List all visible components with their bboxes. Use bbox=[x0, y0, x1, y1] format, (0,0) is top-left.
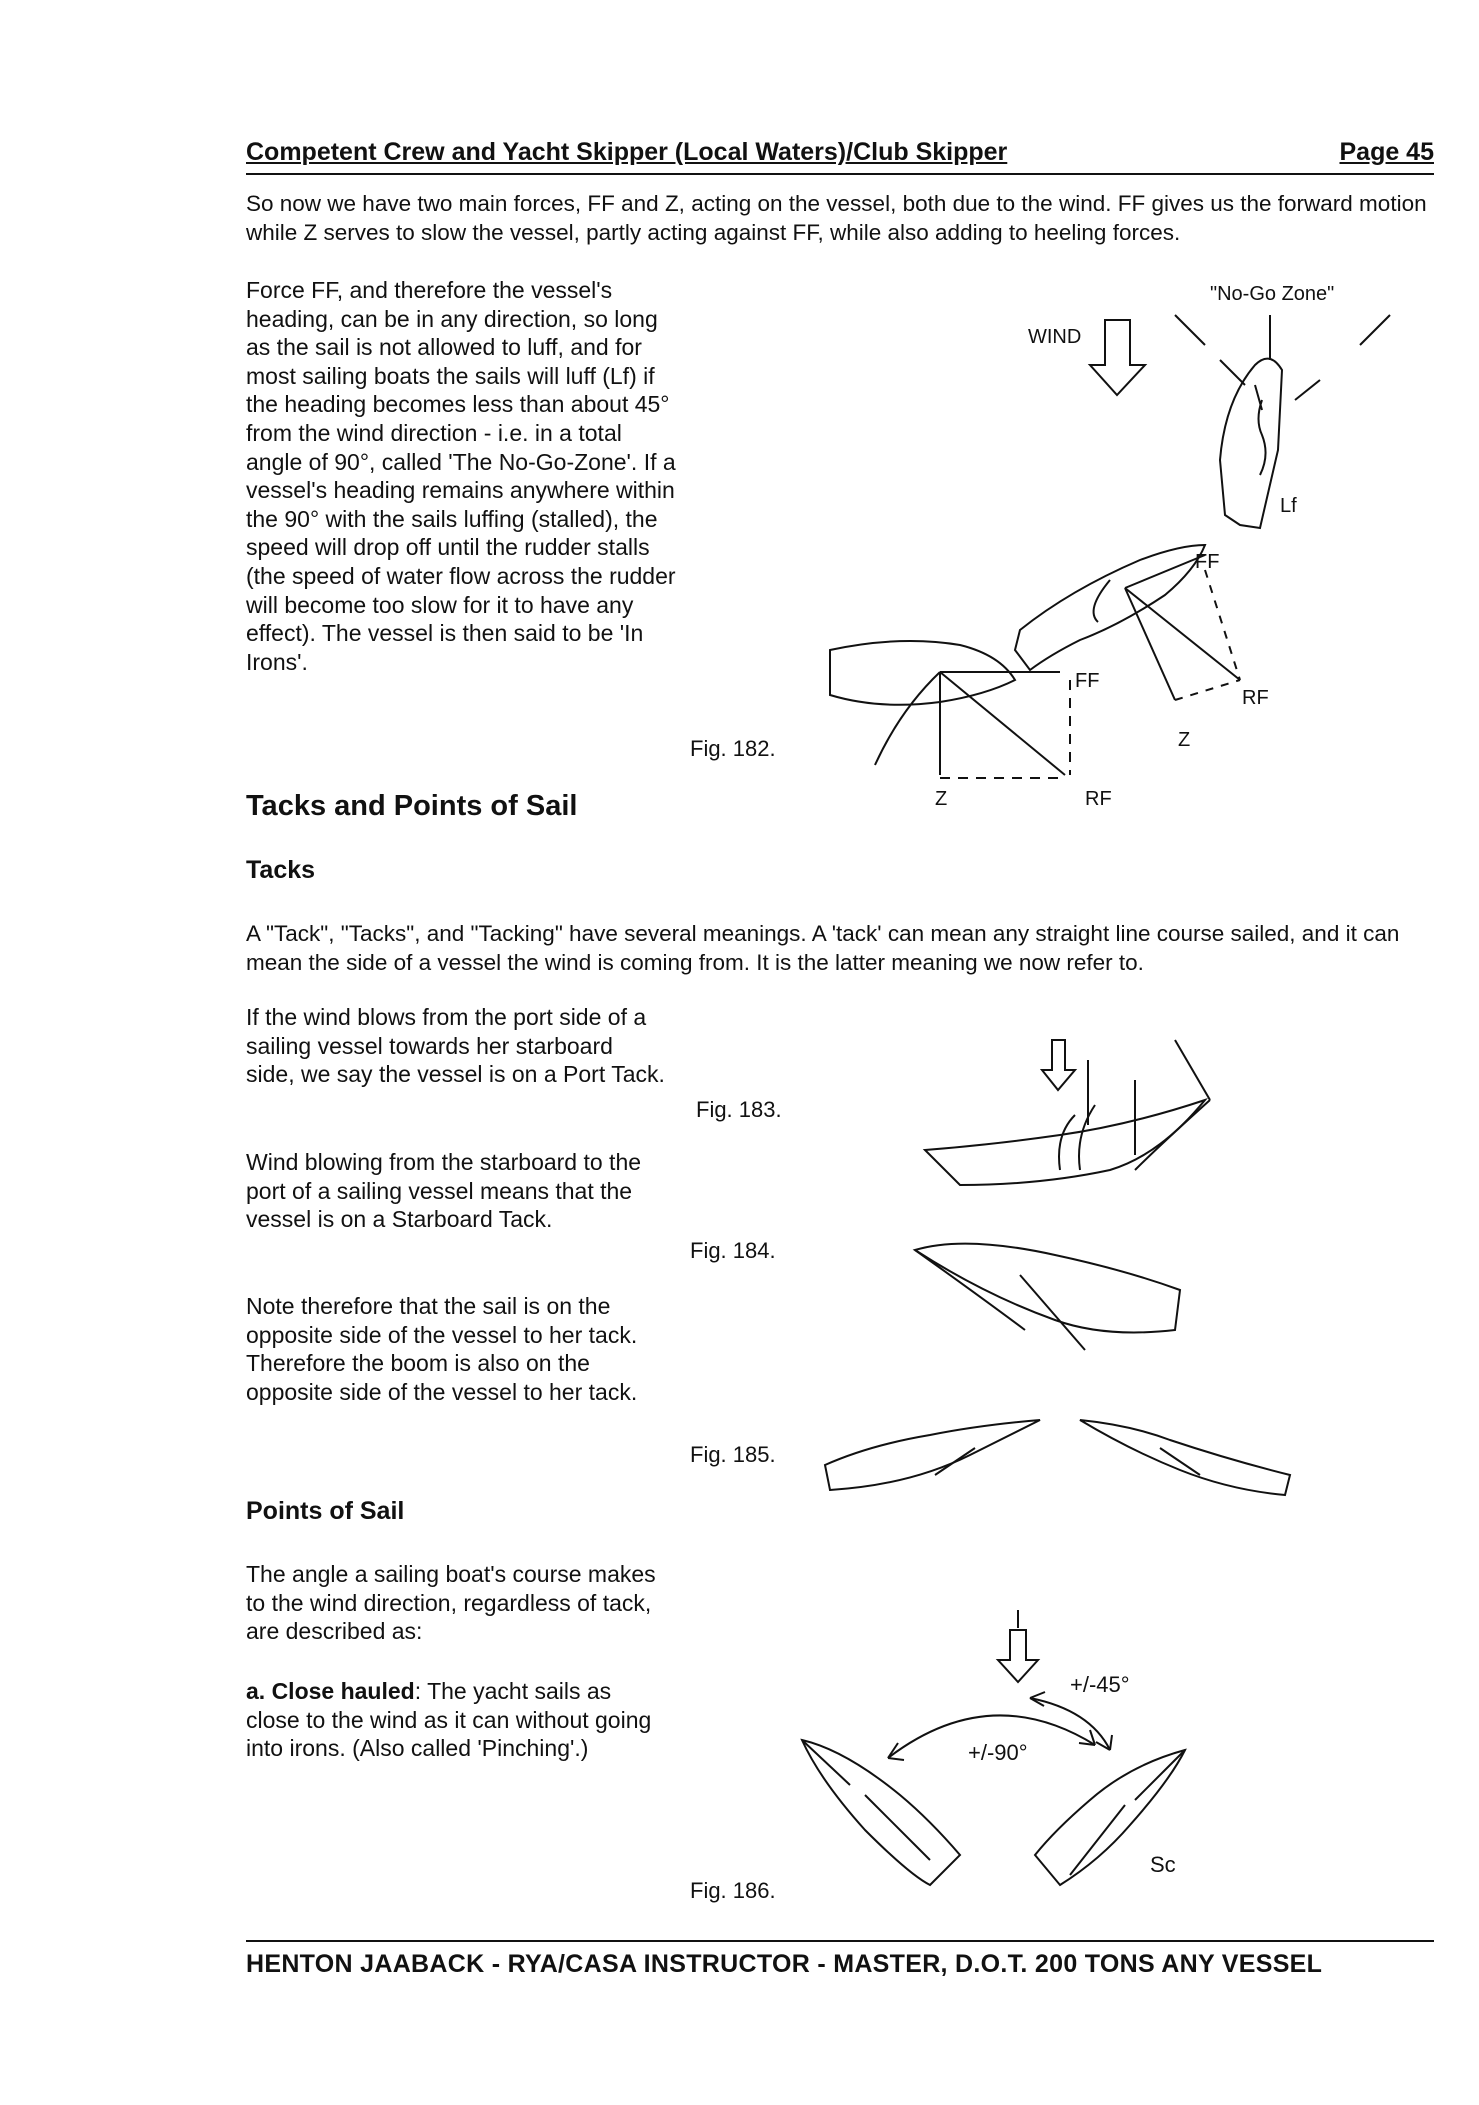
angle-90-label: +/-90° bbox=[968, 1740, 1028, 1765]
fig185-diagram bbox=[820, 1410, 1300, 1520]
arrowhead-icon bbox=[1096, 1735, 1112, 1750]
luffing-sail bbox=[1259, 400, 1266, 475]
no-go-zone-label: "No-Go Zone" bbox=[1210, 283, 1335, 305]
rf-arrow-upper bbox=[1125, 588, 1240, 680]
z-dash-upper bbox=[1175, 680, 1240, 700]
wind-arrow-icon bbox=[1042, 1040, 1075, 1090]
close-hauled-paragraph bbox=[246, 1677, 671, 1763]
fig185-boat-left bbox=[825, 1420, 1040, 1490]
page-footer: HENTON JAABACK - RYA/CASA INSTRUCTOR - MASTER, D.O.T. 200 TONS ANY VESSEL bbox=[246, 1940, 1434, 1979]
fig184-boom bbox=[1020, 1275, 1085, 1350]
tack-definition: A "Tack", "Tacks", and "Tacking" have several meanings. A 'tack' can mean any straight line course sailed, and it can mean the side of a vessel the wind is coming from. It is the latter meaning we now refer to. bbox=[246, 921, 1400, 975]
fig184-diagram bbox=[905, 1230, 1195, 1360]
fig183-sail bbox=[1059, 1115, 1075, 1170]
rf-arrow-lower bbox=[940, 672, 1065, 775]
ff-label-lower: FF bbox=[1075, 670, 1100, 692]
fig183-caption: Fig. 183. bbox=[696, 1097, 782, 1122]
port-tack-paragraph: If the wind blows from the port side of a sailing vessel towards her starboard side, we say the vessel is on a Port Tack. bbox=[246, 1004, 665, 1088]
sail-note-paragraph: Note therefore that the sail is on the opposite side of the vessel to her tack. Therefore the boom is also on the opposite side of the vessel to her tack. bbox=[246, 1293, 638, 1405]
intro-paragraph: So now we have two main forces, FF and Z, acting on the vessel, both due to the wind. FF gives us the forward motion while Z serves to slow the vessel, partly acting against FF, while also adding to heeling forces. bbox=[246, 191, 1427, 245]
rf-label-lower: RF bbox=[1085, 788, 1112, 810]
fig186-sail-left bbox=[802, 1740, 850, 1785]
lf-label: Lf bbox=[1280, 495, 1297, 517]
page-number: Page 45 bbox=[1339, 138, 1434, 166]
rf-label-upper: RF bbox=[1242, 687, 1269, 709]
fig186-caption: Fig. 186. bbox=[690, 1878, 776, 1903]
no-go-line bbox=[1360, 315, 1390, 345]
fig185-boat-right bbox=[1080, 1420, 1290, 1495]
wind-arrow-icon bbox=[998, 1630, 1038, 1682]
points-intro-paragraph: The angle a sailing boat's course makes to the wind direction, regardless of tack, are described as: bbox=[246, 1561, 656, 1645]
rf-dash-upper bbox=[1205, 570, 1240, 680]
fig185-boom-left bbox=[935, 1448, 975, 1475]
no-go-line bbox=[1295, 380, 1320, 400]
z-label-upper: Z bbox=[1178, 729, 1191, 751]
luffing-mast bbox=[1255, 385, 1262, 410]
fig183-line bbox=[1175, 1040, 1210, 1100]
fig182-caption: Fig. 182. bbox=[690, 736, 776, 761]
irons-paragraph: Force FF, and therefore the vessel's heading, can be in any direction, so long as the sail is not allowed to luff, and for most sailing boats the sails will luff (Lf) if the heading becomes less than about 45° from the wind direction - i.e. in a total angle of 90°, called 'The No-Go-Zone'. If a vessel's heading remains anywhere within the 90° with the sails luffing (stalled), the speed will drop off until the rudder stalls (the speed of water flow across the rudder will become too slow for it to have any effect). The vessel is then said to be 'In Irons'. bbox=[246, 277, 676, 675]
fig184-boat bbox=[915, 1244, 1180, 1333]
ff-label-upper: FF bbox=[1195, 551, 1220, 573]
upper-boat bbox=[1015, 545, 1205, 670]
section-points-of-sail: Points of Sail bbox=[246, 1497, 405, 1525]
fig186-diagram bbox=[790, 1610, 1210, 1910]
fig182-diagram bbox=[800, 270, 1440, 810]
close-hauled-text: : The yacht sails as close to the wind as it can without going into irons. (Also called 'Pinching'.) bbox=[246, 1678, 652, 1762]
luffing-boat bbox=[1220, 359, 1282, 528]
fig184-caption: Fig. 184. bbox=[690, 1238, 776, 1263]
close-hauled-label: a. Close hauled bbox=[246, 1678, 415, 1704]
sc-label: Sc bbox=[1150, 1852, 1176, 1877]
header-title: Competent Crew and Yacht Skipper (Local Waters)/Club Skipper bbox=[246, 138, 1008, 166]
section-tacks: Tacks bbox=[246, 856, 316, 884]
ff-arrow-upper bbox=[1125, 555, 1205, 588]
no-go-line bbox=[1175, 315, 1205, 345]
z-label-lower: Z bbox=[935, 788, 948, 810]
wind-label: WIND bbox=[1028, 326, 1082, 348]
wind-arrow-icon bbox=[1090, 320, 1145, 395]
upper-boat-sail bbox=[1094, 580, 1110, 622]
lower-boat-sail bbox=[875, 672, 940, 765]
fig183-diagram bbox=[900, 1035, 1240, 1200]
fig184-sail bbox=[915, 1250, 1025, 1330]
fig185-caption: Fig. 185. bbox=[690, 1442, 776, 1467]
page-header bbox=[246, 138, 1434, 175]
angle-45-label: +/-45° bbox=[1070, 1672, 1130, 1697]
section-tacks-points: Tacks and Points of Sail bbox=[246, 790, 578, 822]
fig186-boom-left bbox=[865, 1795, 930, 1860]
starboard-tack-paragraph: Wind blowing from the starboard to the port of a sailing vessel means that the vessel is on a Starboard Tack. bbox=[246, 1149, 642, 1233]
no-go-line bbox=[1220, 360, 1245, 385]
